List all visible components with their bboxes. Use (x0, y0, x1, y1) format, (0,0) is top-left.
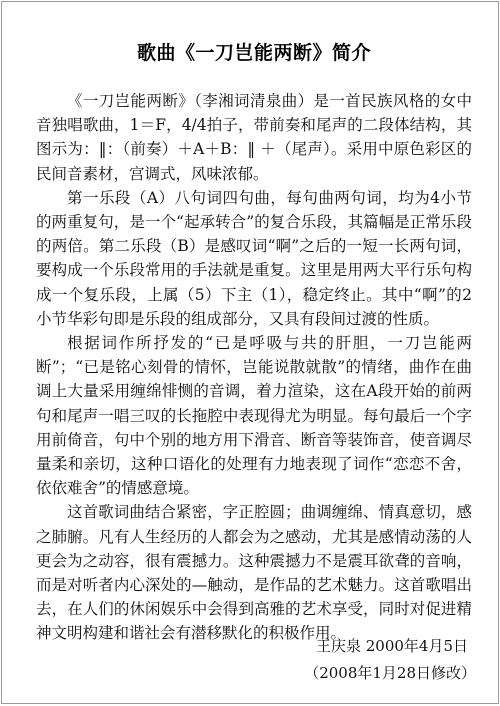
document-body (36, 89, 472, 646)
author-signature: 王庆泉 2000年4月5日 (315, 637, 468, 655)
document-page (1, 1, 499, 704)
paragraph-emotion: 根据词作所抒发的“已是呼吸与共的肝胆，一刀岂能两断”；“已是铭心刻骨的情怀，岂能说散就散”的情绪，曲作在曲调上大量采用缠绵悱恻的音调，着力渲染，这在A段开始的前两句和尾声一唱三叹的长拖腔中表现得尤为明显。每句最后一个字用前倚音，句中个别的地方用下滑音、断音等装饰音，使音调尽量柔和亲切，这种口语化的处理有力地表现了词作“恋恋不舍，依依难舍”的情感意境。 (36, 334, 472, 498)
paragraph-section-a: 第一乐段（A）八句词四句曲，每句曲两句词，均为4小节的两重复句，是一个“起承转合”的复合乐段，其篇幅是正常乐段的两倍。第二乐段（B）是感叹词“啊”之后的一短一长两句词，要构成一个乐段常用的手法就是重复。这里是用两大平行乐句构成一个复乐段，上属（5）下主（1），稳定终止。其中“啊”的2小节华彩句即是乐段的组成部分，又具有段间过渡的性质。 (36, 188, 472, 328)
document-title: 歌曲《一刀岂能两断》简介 (136, 42, 371, 64)
paragraph-intro: 《一刀岂能两断》（李湘词清泉曲）是一首民族风格的女中音独唱歌曲，1＝F，4/4拍子，带前奏和尾声的二段体结构，其图示为：‖：（前奏）＋A＋B：‖ ＋（尾声）。采用中原色彩区的民间音素材，宫调式，风味浓郁。 (36, 92, 472, 183)
revision-date: （2008年1月28日修改） (304, 664, 476, 682)
paragraph-conclusion: 这首歌词曲结合紧密，字正腔圆；曲调缠绵、情真意切，感之肺腑。凡有人生经历的人都会为之感动，尤其是感情动荡的人更会为之动容，很有震撼力。这种震撼力不是震耳欲聋的音响，而是对听者内心深处的—触动，是作品的艺术魅力。这首歌唱出去，在人们的休闲娱乐中会得到高雅的艺术享受，同时对促进精神文明构建和谐社会有潜移默化的积极作用。 (36, 503, 472, 643)
